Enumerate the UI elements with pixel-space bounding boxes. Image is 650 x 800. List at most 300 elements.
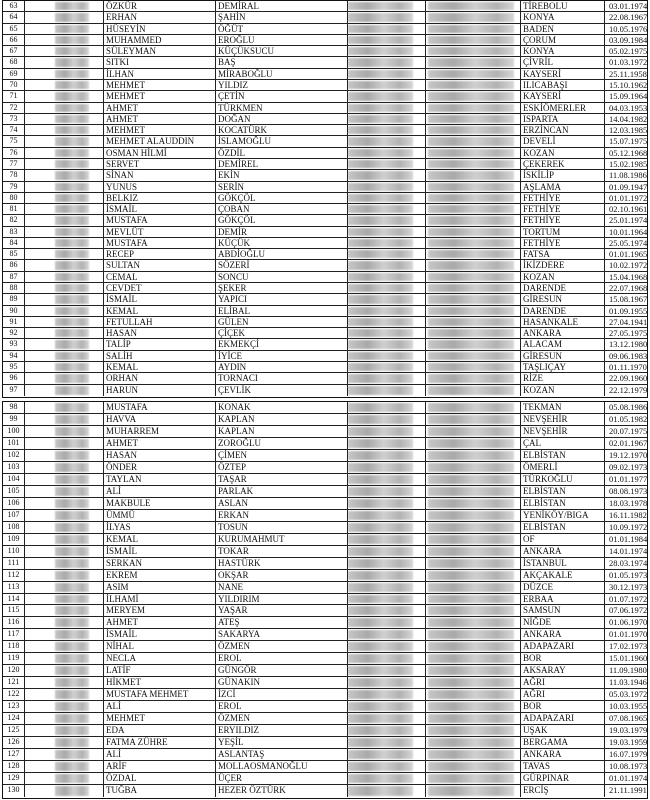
first-name-cell: İSMAİL (104, 204, 216, 214)
redacted-cell (348, 570, 426, 581)
birthplace-cell: ESKİÖMERLER (521, 103, 605, 113)
birthplace-cell: FETHİYE (521, 238, 605, 248)
birthplace-cell: ANKARA (521, 546, 605, 557)
redacted-cell (348, 761, 426, 772)
first-name-cell: FATMA ZÜHRE (104, 737, 216, 748)
redacted-cell (426, 785, 521, 797)
table-row (3, 272, 647, 283)
table-row (3, 594, 647, 606)
birthplace-cell: DARENDE (521, 283, 605, 293)
last-name-cell: EROĞLU (216, 35, 348, 45)
redacted-cell (348, 749, 426, 760)
last-name-cell: NANE (216, 582, 348, 593)
row-number: 94 (3, 351, 25, 361)
first-name-cell: ALİ (104, 749, 216, 760)
redacted-cell (348, 677, 426, 688)
redacted-cell (426, 260, 521, 270)
birthdate-cell: 03.01.1974 (609, 1, 647, 11)
redacted-cell (426, 69, 521, 79)
redacted-cell (426, 204, 521, 214)
redacted-cell (426, 725, 521, 736)
birthplace-cell: OF (521, 534, 605, 545)
redacted-cell (348, 414, 426, 425)
last-name-cell: ÇİÇEK (216, 328, 348, 338)
redacted-cell (348, 260, 426, 270)
table-row (3, 438, 647, 450)
redacted-cell (426, 159, 521, 169)
last-name-cell: SERİN (216, 182, 348, 192)
row-number: 69 (3, 69, 25, 79)
redacted-cell (348, 486, 426, 497)
row-number: 107 (3, 510, 25, 521)
row-number: 63 (3, 1, 25, 11)
redacted-cell (348, 498, 426, 509)
row-number: 103 (3, 462, 25, 473)
redacted-cell (348, 24, 426, 34)
redacted-cell (426, 1, 521, 11)
redacted-cell (426, 665, 521, 676)
redacted-cell (426, 385, 521, 396)
redacted-cell (426, 57, 521, 67)
redacted-cell (426, 91, 521, 101)
redacted-id-cell (25, 57, 104, 67)
redacted-cell (426, 272, 521, 282)
birthplace-cell: AĞRI (521, 689, 605, 700)
last-name-cell: ÖZTEP (216, 462, 348, 473)
redacted-id-cell (25, 737, 104, 748)
row-number: 113 (3, 582, 25, 593)
redacted-id-cell (25, 558, 104, 569)
table-row (3, 91, 647, 102)
table-row (3, 737, 647, 749)
birthdate-cell: 01.01.1977 (609, 473, 647, 484)
redacted-cell (348, 80, 426, 90)
first-name-cell: MUHARREM (104, 426, 216, 437)
birthdate-cell: 01.01.1970 (609, 629, 647, 640)
birthdate-cell: 01.09.1947 (609, 181, 647, 192)
table-row (3, 605, 647, 617)
redacted-id-cell (25, 474, 104, 485)
redacted-cell (348, 785, 426, 797)
first-name-cell: FETULLAH (104, 317, 216, 327)
first-name-cell: LATİF (104, 665, 216, 676)
row-number: 124 (3, 713, 25, 724)
last-name-cell: KONAK (216, 402, 348, 413)
birthdate-cell: 22.08.1967 (609, 12, 647, 23)
row-number: 93 (3, 339, 25, 349)
last-name-cell: ERKAN (216, 510, 348, 521)
redacted-cell (426, 294, 521, 304)
redacted-id-cell (25, 570, 104, 581)
last-name-cell: AYDIN (216, 362, 348, 372)
birthdate-cell: 07.06.1972 (609, 605, 647, 616)
redacted-cell (348, 57, 426, 67)
birthplace-cell: FETHİYE (521, 215, 605, 225)
birthplace-cell: FETHİYE (521, 193, 605, 203)
redacted-cell (426, 351, 521, 361)
row-number: 67 (3, 46, 25, 56)
birthdate-cell: 13.12.1980 (609, 339, 647, 350)
birthdate-cell: 11.09.1980 (609, 665, 647, 676)
first-name-cell: ERHAN (104, 12, 216, 22)
birthdate-cell: 19.03.1959 (609, 737, 647, 748)
table-row (3, 558, 647, 570)
last-name-cell: ÖĞÜT (216, 24, 348, 34)
row-number: 109 (3, 534, 25, 545)
redacted-id-cell (25, 522, 104, 533)
last-name-cell: TOSUN (216, 522, 348, 533)
redacted-id-cell (25, 689, 104, 700)
redacted-cell (426, 249, 521, 259)
redacted-cell (426, 701, 521, 712)
redacted-id-cell (25, 339, 104, 349)
first-name-cell: MAKBULE (104, 498, 216, 509)
row-number: 78 (3, 170, 25, 180)
redacted-cell (348, 227, 426, 237)
birthplace-cell: BOR (521, 701, 605, 712)
table-row (3, 294, 647, 305)
last-name-cell: ELİBAL (216, 306, 348, 316)
last-name-cell: SONCU (216, 272, 348, 282)
birthplace-cell: ELBİSTAN (521, 522, 605, 533)
redacted-id-cell (25, 46, 104, 56)
redacted-id-cell (25, 238, 104, 248)
birthplace-cell: GİRESUN (521, 351, 605, 361)
birthdate-cell: 05.03.1972 (609, 689, 647, 700)
birthdate-cell: 01.11.1970 (609, 362, 647, 372)
first-name-cell: MEHMET (104, 125, 216, 135)
row-number: 79 (3, 182, 25, 192)
last-name-cell: ÖZMEN (216, 641, 348, 652)
birthplace-cell: TİREBOLU (521, 1, 605, 11)
redacted-cell (348, 558, 426, 569)
last-name-cell: GÜNAKIN (216, 677, 348, 688)
birthdate-cell: 02.10.1961 (609, 204, 647, 215)
redacted-cell (426, 238, 521, 248)
last-name-cell: GÜLEN (216, 317, 348, 327)
last-name-cell: EROL (216, 653, 348, 664)
table-row (3, 701, 647, 713)
table-row (3, 238, 647, 249)
row-number: 126 (3, 737, 25, 748)
row-number: 80 (3, 193, 25, 203)
last-name-cell: TÜRKMEN (216, 103, 348, 113)
redacted-cell (348, 317, 426, 327)
redacted-cell (348, 294, 426, 304)
first-name-cell: TAYLAN (104, 474, 216, 485)
birthplace-cell: ÇORUM (521, 35, 605, 45)
redacted-id-cell (25, 351, 104, 361)
row-number: 123 (3, 701, 25, 712)
row-number: 97 (3, 385, 25, 396)
first-name-cell: CEMAL (104, 272, 216, 282)
birthplace-cell: GÜRPINAR (521, 773, 605, 784)
table-row (3, 249, 647, 260)
redacted-cell (426, 653, 521, 664)
last-name-cell: EKMEKÇİ (216, 339, 348, 349)
redacted-cell (426, 317, 521, 327)
row-number: 106 (3, 498, 25, 509)
record-table-bottom (2, 401, 648, 799)
birthplace-cell: ÇEKEREK (521, 159, 605, 169)
redacted-id-cell (25, 749, 104, 760)
birthplace-cell: ISPARTA (521, 114, 605, 124)
last-name-cell: OKŞAR (216, 570, 348, 581)
table-row (3, 125, 647, 136)
table-row (3, 283, 647, 294)
redacted-cell (426, 227, 521, 237)
last-name-cell: YILDIRIM (216, 594, 348, 605)
redacted-cell (426, 474, 521, 485)
redacted-cell (348, 238, 426, 248)
redacted-cell (348, 351, 426, 361)
birthplace-cell: ANKARA (521, 328, 605, 338)
redacted-id-cell (25, 294, 104, 304)
birthdate-cell: 14.01.1974 (609, 545, 647, 556)
row-number: 119 (3, 653, 25, 664)
redacted-id-cell (25, 328, 104, 338)
row-number: 91 (3, 317, 25, 327)
row-number: 76 (3, 148, 25, 158)
redacted-cell (348, 725, 426, 736)
row-number: 112 (3, 570, 25, 581)
redacted-id-cell (25, 170, 104, 180)
birthdate-cell: 15.02.1985 (609, 158, 647, 169)
birthdate-cell: 11.08.1986 (609, 170, 647, 181)
redacted-id-cell (25, 362, 104, 372)
birthdate-cell: 10.01.1964 (609, 226, 647, 237)
table-row (3, 689, 647, 701)
redacted-id-cell (25, 701, 104, 712)
birthdate-cell: 15.10.1962 (609, 79, 647, 90)
first-name-cell: KEMAL (104, 534, 216, 545)
redacted-id-cell (25, 641, 104, 652)
first-name-cell: EKREM (104, 570, 216, 581)
table-row (3, 641, 647, 653)
last-name-cell: TAŞAR (216, 474, 348, 485)
row-number: 121 (3, 677, 25, 688)
birthdate-cell: 14.04.1982 (609, 113, 647, 124)
redacted-cell (426, 737, 521, 748)
birthdate-cell: 25.01.1974 (609, 215, 647, 226)
birthdate-cell: 01.03.1972 (609, 57, 647, 68)
redacted-cell (348, 713, 426, 724)
birthplace-cell: KOZAN (521, 385, 605, 396)
birthplace-cell: AKÇAKALE (521, 570, 605, 581)
birthplace-cell: ANKARA (521, 629, 605, 640)
last-name-cell: ASLAN (216, 498, 348, 509)
redacted-cell (426, 582, 521, 593)
first-name-cell: SERVET (104, 159, 216, 169)
first-name-cell: HASAN (104, 328, 216, 338)
redacted-id-cell (25, 260, 104, 270)
first-name-cell: MUSTAFA (104, 402, 216, 413)
table-row (3, 159, 647, 170)
redacted-cell (426, 373, 521, 383)
redacted-id-cell (25, 385, 104, 396)
birthplace-cell: TAŞLIÇAY (521, 362, 605, 372)
table-row (3, 665, 647, 677)
first-name-cell: MUSTAFA MEHMET (104, 689, 216, 700)
redacted-cell (426, 522, 521, 533)
redacted-cell (426, 677, 521, 688)
birthplace-cell: NİĞDE (521, 617, 605, 628)
redacted-cell (348, 249, 426, 259)
birthplace-cell: ANKARA (521, 749, 605, 760)
redacted-cell (426, 402, 521, 413)
birthplace-cell: KAYSERİ (521, 91, 605, 101)
table-row (3, 474, 647, 486)
table-row (3, 629, 647, 641)
row-number: 65 (3, 24, 25, 34)
last-name-cell: EKİN (216, 170, 348, 180)
birthplace-cell: TEKMAN (521, 402, 605, 413)
birthplace-cell: İSTANBUL (521, 558, 605, 569)
first-name-cell: MERYEM (104, 605, 216, 616)
row-number: 116 (3, 617, 25, 628)
first-name-cell: HARUN (104, 385, 216, 396)
last-name-cell: ATEŞ (216, 617, 348, 628)
first-name-cell: İLHAN (104, 69, 216, 79)
first-name-cell: KEMAL (104, 362, 216, 372)
redacted-id-cell (25, 306, 104, 316)
table-row (3, 522, 647, 534)
last-name-cell: GÜNGÖR (216, 665, 348, 676)
row-number: 75 (3, 136, 25, 146)
birthdate-cell: 01.09.1955 (609, 305, 647, 316)
birthdate-cell: 10.03.1955 (609, 701, 647, 712)
birthdate-cell: 27.05.1975 (609, 328, 647, 339)
birthdate-cell: 10.08.1973 (609, 761, 647, 772)
table-row (3, 785, 647, 797)
record-table-top (2, 0, 648, 398)
table-row (3, 362, 647, 373)
birthplace-cell: ERBAA (521, 594, 605, 605)
row-number: 90 (3, 306, 25, 316)
first-name-cell: NİHAL (104, 641, 216, 652)
row-number: 115 (3, 605, 25, 616)
last-name-cell: ÜÇER (216, 773, 348, 784)
table-row (3, 114, 647, 125)
last-name-cell: ÇOBAN (216, 204, 348, 214)
first-name-cell: AHMET (104, 114, 216, 124)
table-row (3, 103, 647, 114)
redacted-id-cell (25, 103, 104, 113)
table-row (3, 450, 647, 462)
redacted-cell (426, 617, 521, 628)
row-number: 83 (3, 227, 25, 237)
birthplace-cell: TORTUM (521, 227, 605, 237)
first-name-cell: ÜMMÜ (104, 510, 216, 521)
row-number: 129 (3, 773, 25, 784)
birthdate-cell: 15.01.1960 (609, 653, 647, 664)
redacted-cell (426, 46, 521, 56)
redacted-cell (348, 91, 426, 101)
row-number: 99 (3, 414, 25, 425)
table-row (3, 193, 647, 204)
birthplace-cell: KOZAN (521, 272, 605, 282)
redacted-cell (426, 328, 521, 338)
redacted-cell (426, 486, 521, 497)
birthdate-cell: 01.01.1972 (609, 192, 647, 203)
table-row (3, 57, 647, 68)
last-name-cell: KOCATÜRK (216, 125, 348, 135)
table-row (3, 80, 647, 91)
row-number: 117 (3, 629, 25, 640)
redacted-cell (426, 713, 521, 724)
birthplace-cell: KONYA (521, 46, 605, 56)
birthplace-cell: KAYSERİ (521, 69, 605, 79)
birthplace-cell: BERGAMA (521, 737, 605, 748)
last-name-cell: İZCİ (216, 689, 348, 700)
row-number: 73 (3, 114, 25, 124)
table-row (3, 462, 647, 474)
first-name-cell: ORHAN (104, 373, 216, 383)
birthdate-cell: 19.03.1979 (609, 725, 647, 736)
birthplace-cell: NEVŞEHİR (521, 414, 605, 425)
birthdate-cell: 04.03.1953 (609, 102, 647, 113)
redacted-id-cell (25, 91, 104, 101)
birthdate-cell: 15.09.1964 (609, 91, 647, 102)
redacted-cell (426, 594, 521, 605)
row-number: 70 (3, 80, 25, 90)
first-name-cell: AHMET (104, 103, 216, 113)
first-name-cell: ALİ (104, 486, 216, 497)
birthplace-cell: FETHİYE (521, 204, 605, 214)
table-row (3, 328, 647, 339)
birthplace-cell: SAMSUN (521, 605, 605, 616)
birthdate-cell: 20.07.1975 (609, 425, 647, 436)
row-number: 95 (3, 362, 25, 372)
last-name-cell: ÇİMEN (216, 450, 348, 461)
row-number: 128 (3, 761, 25, 772)
redacted-cell (348, 125, 426, 135)
table-row (3, 136, 647, 147)
birthplace-cell: TAVAS (521, 761, 605, 772)
birthplace-cell: ÇİVRİL (521, 57, 605, 67)
table-row (3, 582, 647, 594)
redacted-cell (348, 450, 426, 461)
row-number: 114 (3, 594, 25, 605)
redacted-id-cell (25, 80, 104, 90)
table-row (3, 773, 647, 785)
first-name-cell: İSMAİL (104, 629, 216, 640)
redacted-id-cell (25, 438, 104, 449)
last-name-cell: İSLAMOĞLU (216, 136, 348, 146)
table-row (3, 35, 647, 46)
redacted-cell (426, 510, 521, 521)
birthplace-cell: KOZAN (521, 148, 605, 158)
birthdate-cell: 22.09.1960 (609, 373, 647, 384)
birthdate-cell: 02.01.1967 (609, 437, 647, 448)
row-number: 66 (3, 35, 25, 45)
first-name-cell: SITKI (104, 57, 216, 67)
birthdate-cell: 18.03.1978 (609, 497, 647, 508)
birthdate-cell: 01.01.1965 (609, 249, 647, 260)
birthdate-cell: 30.12.1973 (609, 581, 647, 592)
first-name-cell: ÖZKÜR (104, 1, 216, 11)
redacted-id-cell (25, 617, 104, 628)
table-row (3, 534, 647, 546)
table-row (3, 1, 647, 12)
redacted-cell (426, 170, 521, 180)
last-name-cell: DEMİRAL (216, 1, 348, 11)
birthdate-cell: 10.02.1972 (609, 260, 647, 271)
first-name-cell: ÖNDER (104, 462, 216, 473)
first-name-cell: İSMAİL (104, 294, 216, 304)
redacted-id-cell (25, 35, 104, 45)
table-row (3, 12, 647, 23)
